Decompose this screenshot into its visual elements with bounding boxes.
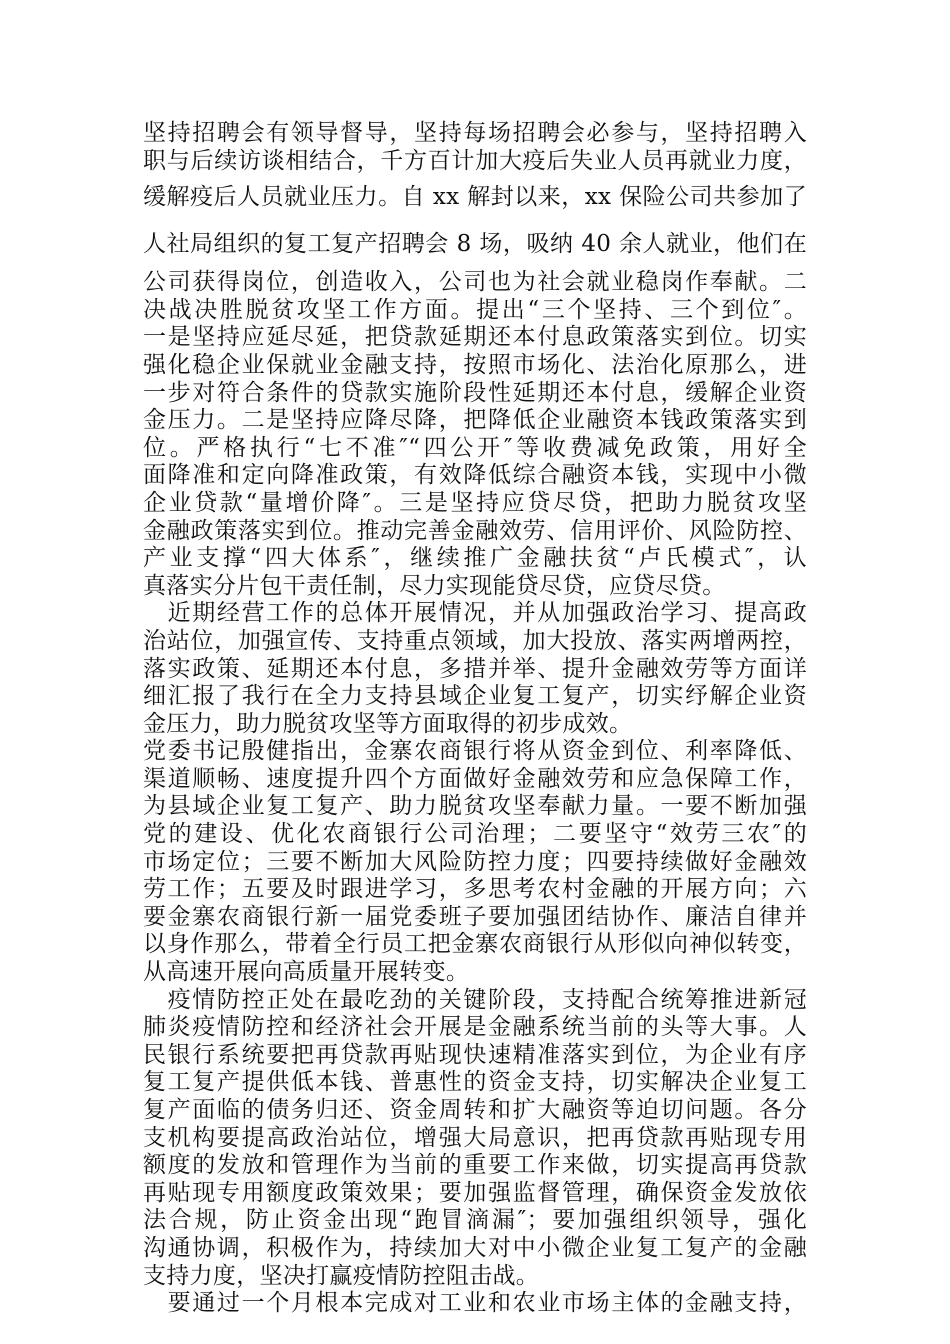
text-line: 党的建设、优化农商银行公司治理；二要坚守“效劳三农″的 [143,821,807,848]
text-line: 决战决胜脱贫攻坚工作方面。提出“三个坚持、三个到位″。 [143,296,807,323]
text-line: 细汇报了我行在全力支持县域企业复工复产，切实纾解企业资 [143,683,807,710]
text-line: 金压力，助力脱贫攻坚等方面取得的初步成效。 [143,710,633,737]
text-line: 产业支撑“四大体系″，继续推广金融扶贫“卢氏模式″，认 [143,545,807,572]
text-line: 支持力度，坚决打赢疫情防控阻击战。 [143,1262,540,1289]
text-line: 从高速开展向高质量开展转变。 [143,959,470,986]
text-line: 坚持招聘会有领导督导，坚持每场招聘会必参与，坚持招聘入 [143,120,807,146]
text-line: 要金寨农商银行新一届党委班子要加强团结协作、廉洁自律并 [143,903,807,930]
text-line: 肺炎疫情防控和经济社会开展是金融系统当前的头等大事。人 [143,1014,807,1041]
text-line: 公司获得岗位，创造收入，公司也为社会就业稳岗作奉献。二 [143,269,807,296]
text-line: 金融政策落实到位。推动完善金融效劳、信用评价、风险防控、 [143,517,807,544]
text-line: 位。严格执行“七不准″“四公开″等收费减免政策，用好全 [143,434,807,461]
text-line: 为县域企业复工复产、助力脱贫攻坚奉献力量。一要不断加强 [143,793,807,820]
text-line: 一步对符合条件的贷款实施阶段性延期还本付息，缓解企业资 [143,379,807,406]
text-line: 法合规，防止资金出现“跑冒滴漏″；要加强组织领导，强化 [143,1207,807,1234]
text-line: 落实政策、延期还本付息，多措并举、提升金融效劳等方面详 [143,655,807,682]
text-line: 企业贷款“量增价降″。三是坚持应贷尽贷，把助力脱贫攻坚 [143,489,807,516]
text-line: 复产面临的债务归还、资金周转和扩大融资等迫切问题。各分 [143,1097,807,1123]
text-line: 真落实分片包干责任制，尽力实现能贷尽贷，应贷尽贷。 [143,572,726,599]
text-line: 金压力。二是坚持应降尽降，把降低企业融资本钱政策落实到 [143,407,807,434]
text-line: 沟通协调，积极作为，持续加大对中小微企业复工复产的金融 [143,1234,807,1261]
text-line: 强化稳企业保就业金融支持，按照市场化、法治化原那么，进 [143,351,807,378]
text-line: 疫情防控正处在最吃劲的关键阶段，支持配合统筹推进新冠 [143,986,807,1013]
text-line: 职与后续访谈相结合，千方百计加大疫后失业人员再就业力度， [143,147,807,174]
text-line: 以身作那么，带着全行员工把金寨农商银行从形似向神似转变， [143,931,807,958]
text-line: 支机构要提高政治站位，增强大局意识，把再贷款再贴现专用 [143,1124,807,1151]
text-line: 额度的发放和管理作为当前的重要工作来做，切实提高再贷款 [143,1152,807,1179]
text-line: 劳工作；五要及时跟进学习，多思考农村金融的开展方向；六 [143,876,807,903]
text-line: 复工复产提供低本钱、普惠性的资金支持，切实解决企业复工 [143,1069,807,1096]
text-line: 民银行系统要把再贷款再贴现快速精准落实到位，为企业有序 [143,1041,807,1068]
text-line: 治站位，加强宣传、支持重点领域，加大投放、落实两增两控， [143,627,807,654]
text-line: 缓解疫后人员就业压力。自 xx 解封以来，xx 保险公司共参加了 [143,184,807,211]
text-line: 市场定位；三要不断加大风险防控力度；四要持续做好金融效 [143,848,807,875]
text-line: 要通过一个月根本完成对工业和农业市场主体的金融支持， [143,1290,807,1317]
text-line: 党委书记殷健指出，金寨农商银行将从资金到位、利率降低、 [143,738,807,765]
text-line: 面降准和定向降准政策，有效降低综合融资本钱，实现中小微 [143,462,807,489]
text-line: 人社局组织的复工复产招聘会 8 场，吸纳 40 余人就业，他们在 [143,231,807,258]
document-body [143,120,807,1318]
text-line: 再贴现专用额度政策效果；要加强监督管理，确保资金发放依 [143,1179,807,1206]
text-line: 一是坚持应延尽延，把贷款延期还本付息政策落实到位。切实 [143,324,807,351]
text-line: 渠道顺畅、速度提升四个方面做好金融效劳和应急保障工作， [143,765,807,792]
text-line: 近期经营工作的总体开展情况，并从加强政治学习、提高政 [143,600,807,627]
